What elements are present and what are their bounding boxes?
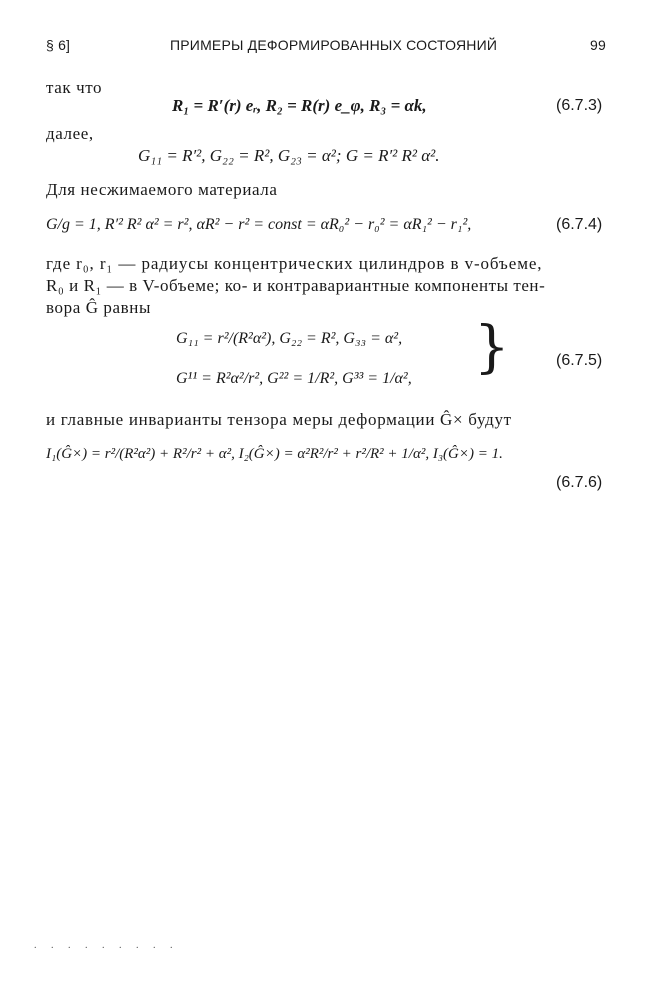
equation-number: (6.7.4)	[556, 216, 603, 233]
text-line-invariants: и главные инварианты тензора меры деформации Ĝ× будут	[46, 410, 512, 429]
page-number: 99	[590, 37, 606, 53]
equation-6-7-5-row-2: G¹¹ = R²α²/r², G²² = 1/R², G³³ = 1/α²,	[176, 370, 412, 387]
right-brace: }	[474, 315, 510, 380]
equation-number: (6.7.6)	[556, 474, 603, 491]
text-line-dalee: далее,	[46, 124, 94, 143]
equation-6-7-4: G/g = 1, R′² R² α² = r², αR² − r² = const = αR₀² − r₀² = αR₁² − r₁²,	[46, 216, 472, 233]
text-line-tak-chto: так что	[46, 78, 103, 97]
equation-6-7-3: R₁ = R′(r) eᵣ, R₂ = R(r) e_φ, R₃ = αk,	[172, 96, 427, 115]
text-line-incompressible: Для несжимаемого материала	[46, 180, 278, 199]
running-section: § 6]	[46, 37, 71, 53]
equation-number: (6.7.3)	[556, 97, 603, 114]
equation-6-7-6: I₁(Ĝ×) = r²/(R²α²) + R²/r² + α², I₂(Ĝ×) = α²R²/r² + r²/R² + 1/α², I₃(Ĝ×) = 1.	[46, 446, 503, 462]
equation-6-7-5-row-1: G₁₁ = r²/(R²α²), G₂₂ = R², G₃₃ = α²,	[176, 330, 403, 347]
scan-marks: . . . . . . . . .	[34, 940, 179, 951]
equation-number: (6.7.5)	[556, 352, 603, 369]
paragraph-line: вора Ĝ равны	[46, 298, 152, 317]
paragraph-line: где r₀, r₁ — радиусы концентрических цилиндров в v-объеме,	[46, 254, 543, 273]
equation-metric-components: G₁₁ = R′², G₂₂ = R², G₂₃ = α²; G = R′² R² α².	[138, 146, 440, 165]
running-title: ПРИМЕРЫ ДЕФОРМИРОВАННЫХ СОСТОЯНИЙ	[170, 37, 498, 53]
paragraph-line: R₀ и R₁ — в V-объеме; ко- и контравариантные компоненты тен-	[46, 276, 546, 295]
